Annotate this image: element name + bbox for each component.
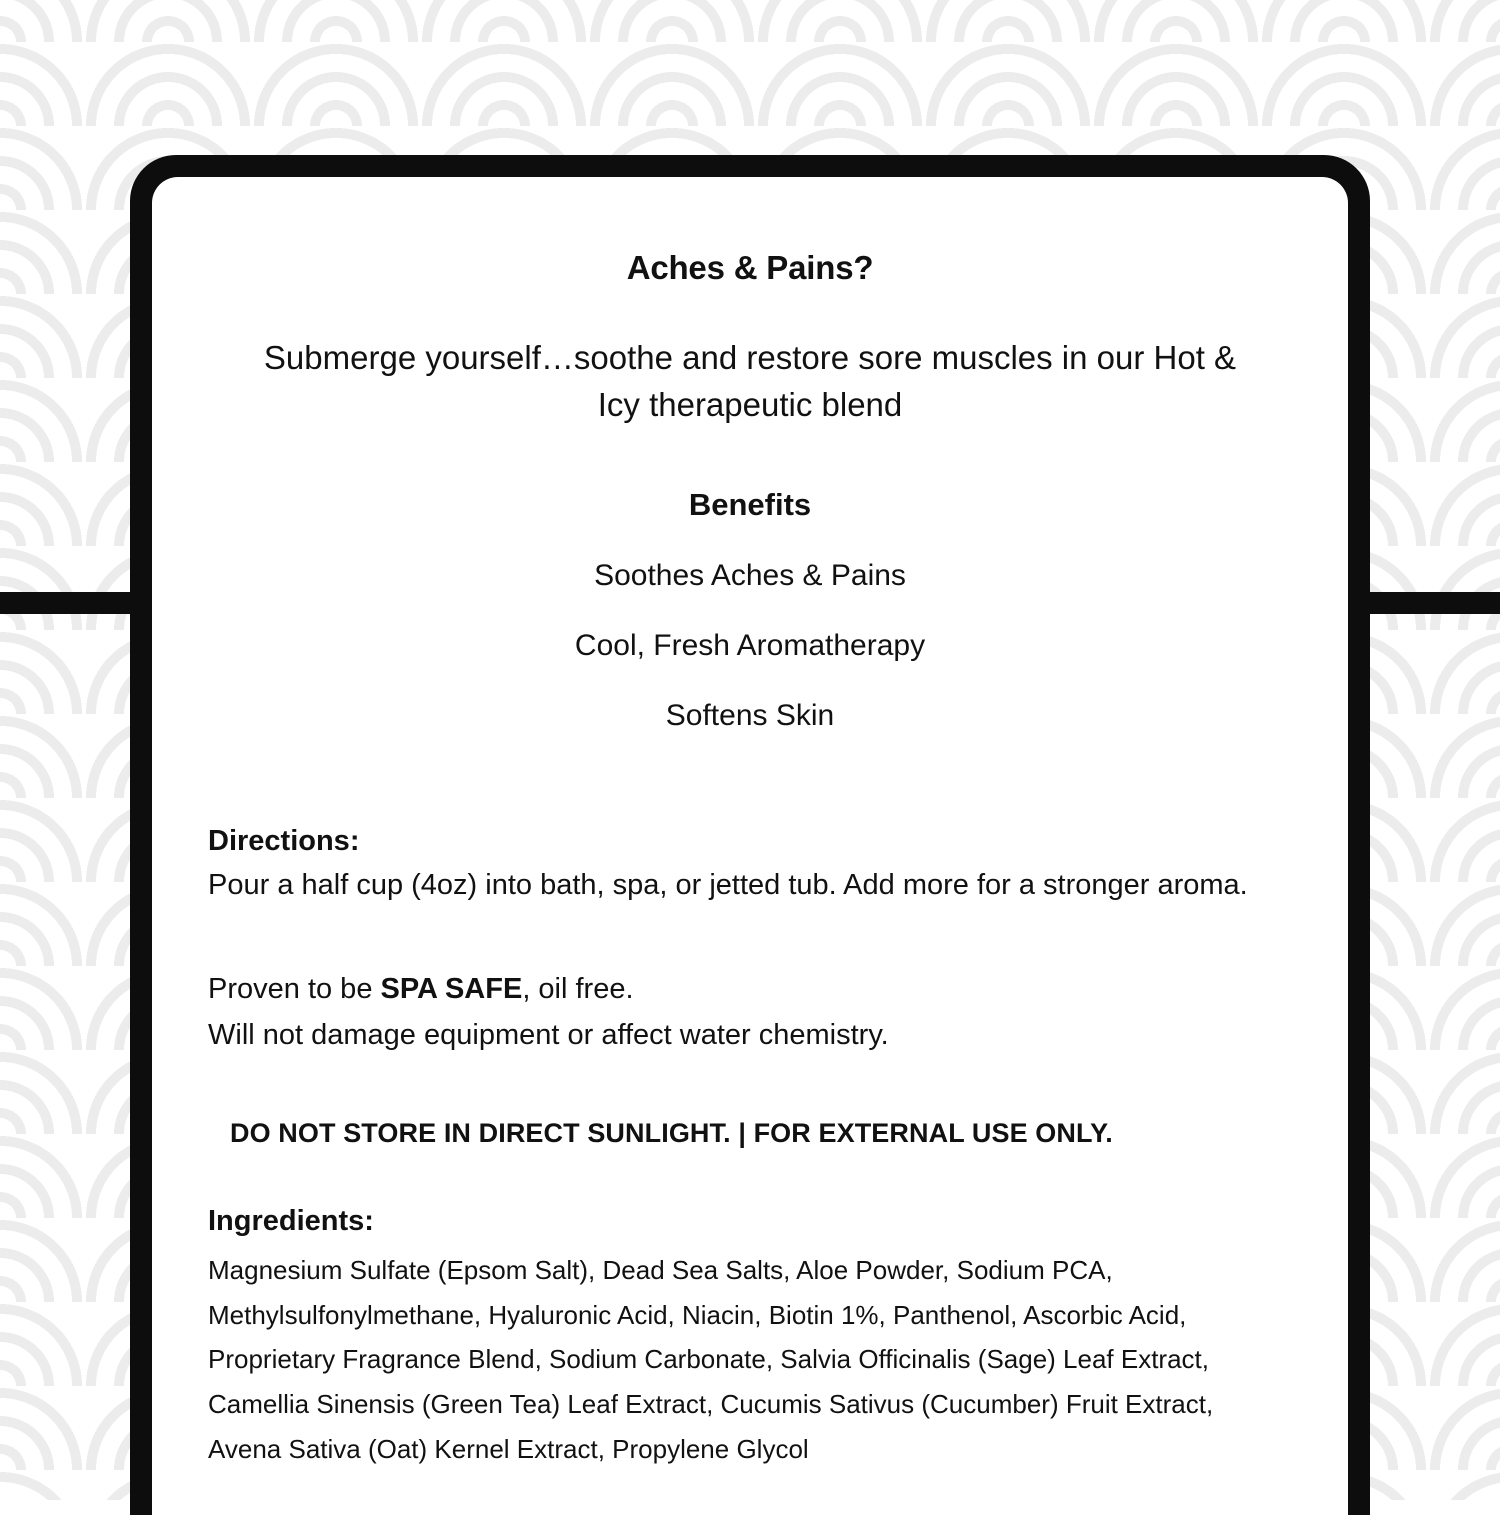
benefit-item: Softens Skin [665, 698, 835, 732]
spa-safe-emphasis: SPA SAFE [380, 972, 523, 1005]
label-content-area [152, 177, 1348, 1515]
ingredients-heading: Ingredients: [208, 1204, 374, 1237]
directions-text: Pour a half cup (4oz) into bath, spa, or jetted tub. Add more for a stronger aroma. [208, 868, 1248, 901]
ingredients-block [208, 1205, 1292, 1472]
spa-safe-suffix: , oil free. [522, 972, 634, 1005]
benefit-item: Soothes Aches & Pains [594, 558, 906, 592]
frame-side-bar-left [0, 592, 132, 614]
ingredients-text: Magnesium Sulfate (Epsom Salt), Dead Sea Salts, Aloe Powder, Sodium PCA, Methylsulfonylmethane, Hyaluronic Acid, Niacin, Biotin 1%, Panthenol, Ascorbic Acid, Proprietary Fragrance Blend, Sodium Carbonate, Salvia Officinalis (Sage) Leaf Extract, Camellia Sinensis (Green Tea) Leaf Extract, Cucumis Sativus (Cucumber) Fruit Extract, Avena Sativa (Oat) Kernel Extract, Propylene Glycol [208, 1254, 1214, 1464]
spa-safe-line-2: Will not damage equipment or affect water chemistry. [208, 1018, 889, 1051]
directions-block [208, 825, 1292, 906]
spa-safe-block [208, 968, 1292, 1056]
spa-safe-prefix: Proven to be [208, 972, 381, 1005]
benefits-heading: Benefits [688, 486, 812, 522]
product-label-card [130, 155, 1370, 1515]
directions-heading: Directions: [208, 824, 360, 857]
page-title: Aches & Pains? [626, 249, 874, 286]
benefit-item: Cool, Fresh Aromatherapy [574, 628, 926, 662]
spa-safe-line-1 [208, 968, 1292, 1010]
subheadline-text: Submerge yourself…soothe and restore sore muscles in our Hot & Icy therapeutic blend [263, 339, 1237, 423]
warning-text: DO NOT STORE IN DIRECT SUNLIGHT. | FOR EXTERNAL USE ONLY. [230, 1117, 1113, 1148]
frame-side-bar-right [1368, 592, 1500, 614]
